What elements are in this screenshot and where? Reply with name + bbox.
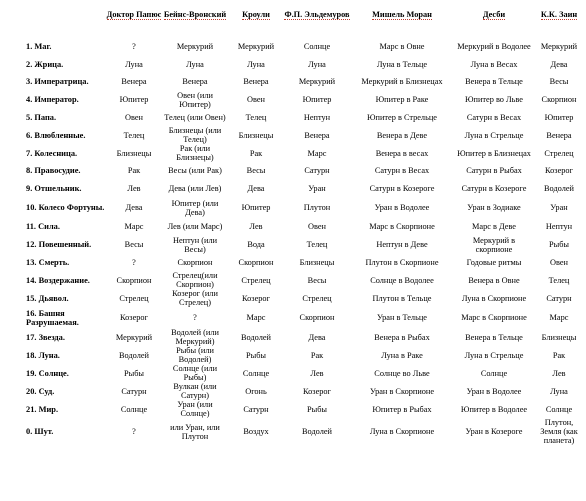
card-name-cell: 1. Маг. [26,42,52,52]
table-row [2,180,584,198]
table-cell: Солнце в Водолее [370,275,434,285]
table-cell: Уран [550,203,568,212]
table-cell: Телец [245,112,267,122]
table-cell: Скорпион [177,257,213,267]
table-cell: Венера в весах [375,148,429,158]
table-cell: Луна в Тельце [376,59,428,69]
table-cell: Лев (или Марс) [167,222,223,232]
table-cell: Марс [307,148,327,158]
table-cell: Луна [125,59,143,69]
card-name-cell: 4. Император. [26,95,79,104]
table-cell: Венера [304,130,330,140]
card-name-cell: 3. Императрица. [26,77,89,87]
card-name-cell: 18. Луна. [26,350,60,360]
table-cell: Весы [549,77,569,87]
table-cell: Марс [549,313,569,322]
table-cell: Марс в Овне [379,42,425,52]
table-cell: Козерог [545,166,573,176]
table-cell: Луна [186,59,204,69]
table-cell: Весы [246,166,266,176]
table-cell: Плутон, Земля (как планета) [540,418,578,445]
card-name-cell: 10. Колесо Фортуны. [26,203,105,212]
table-cell: Водолей [119,350,149,360]
table-cell: Близнецы [238,130,274,140]
header-blank [2,10,106,38]
table-cell: Сатурн [121,386,147,396]
card-name-cell: 9. Отшельник. [26,183,82,193]
table-row [2,289,584,307]
table-cell: Овен [247,95,265,104]
table-cell: Уран в Скорпионе [369,386,435,396]
table-cell: Солнце [120,404,148,414]
table-cell: Солнце [303,42,331,52]
table-cell: Дева [247,183,265,193]
table-cell: Сатурн [546,293,572,303]
table-cell: Марс [124,222,144,232]
table-cell: Марс в Деве [472,222,516,232]
table-cell: Юпитер [302,95,332,104]
table-cell: Луна в Скорпионе [369,427,435,436]
table-cell: Близнецы [299,257,335,267]
table-cell: Воздух [243,427,269,436]
table-cell: Рак [552,350,566,360]
table-cell: Меркурий [237,42,275,52]
table-cell: Сатурн в Весах [466,112,522,122]
table-cell: Юпитер (или Дева) [171,198,219,217]
card-name-cell: 14. Воздержание. [26,275,90,285]
table-cell: Лев [552,368,566,378]
table-cell: ? [132,42,136,52]
header-moran [350,10,454,38]
table-cell: Солнце [242,368,270,378]
table-cell: Телец [548,275,570,285]
card-name-cell: 16. Башня Разрушаемая. [26,308,79,327]
table-cell: Солнце во Льве [374,368,430,378]
table-cell: Овен [550,257,568,267]
table-cell: Марс в Скорпионе [461,313,527,322]
card-name-cell: 5. Папа. [26,112,57,122]
table-cell: Козерог [303,386,331,396]
table-cell: Овен [125,112,143,122]
table-cell: Меркурий [298,77,336,87]
table-cell: Нептун [545,222,573,232]
table-cell: Скорпион [116,275,152,285]
table-cell: Венера [243,77,269,87]
header-zain [534,10,584,38]
table-cell: Рак (или Близнецы) [176,144,214,162]
table-cell: Юпитер [119,95,149,104]
table-cell: Водолей [544,183,574,193]
table-cell: Стрелец [119,293,149,303]
card-name-cell: 6. Влюбленные. [26,130,86,140]
table-row [2,254,584,272]
table-cell: Козерог [120,313,148,322]
card-name-cell: 0. Шут. [26,427,54,436]
table-cell: Уран [308,183,326,193]
table-cell: ? [132,257,136,267]
table-cell: Близнецы [116,148,152,158]
table-cell: Уран в Козероге [465,427,523,436]
table-cell: Огонь [245,386,267,396]
table-cell: Телец [123,130,145,140]
table-cell: Водолей [302,427,332,436]
table-cell: Венера в Тельце [465,332,523,342]
header-eldemurov [284,10,350,38]
table-row [2,144,584,162]
table-cell: Солнце [545,404,573,414]
table-cell: Годовые ритмы [466,257,522,267]
table-cell: Рак [249,148,263,158]
table-cell: Дева [125,203,143,212]
table-cell: Венера [546,130,572,140]
table-cell: Рак [127,166,141,176]
table-cell: Рыбы (или Водолей) [176,346,214,364]
table-cell: Нептун [303,112,331,122]
table-row [2,73,584,91]
table-cell: Стрелец [241,275,271,285]
table-row [2,162,584,180]
table-cell: Весы [307,275,327,285]
table-cell: Меркурий [115,332,153,342]
table-cell: Луна в Стрельце [464,350,524,360]
table-cell: Сатурн в Весах [374,166,430,176]
header-papus [106,10,162,38]
table-cell: ? [193,313,197,322]
table-cell: Венера [182,77,208,87]
card-name-cell: 8. Правосудие. [26,166,81,176]
table-row [2,236,584,254]
table-cell: Лев [127,183,141,193]
table-row [2,56,584,74]
table-cell: Юпитер [544,112,574,122]
table-cell: Нептун в Деве [376,240,428,249]
table-cell: Сатурн в Козероге [369,183,435,193]
header-label: Доктор Папюс [106,10,162,19]
table-cell: Меркурий [540,42,578,52]
table-cell: Луна в Раке [381,350,423,360]
table-cell: Венера в Тельце [465,77,523,87]
table-cell: Луна в Скорпионе [461,293,527,303]
table-row [2,418,584,445]
table-cell: Телец [306,240,328,249]
table-cell: Меркурий в скорпионе [472,235,516,254]
table-row [2,328,584,346]
table-cell: Стрелец [544,148,574,158]
header-crowley [228,10,284,38]
table-cell: Скорпион [299,313,335,322]
table-cell: Скорпион [541,95,577,104]
header-label: Десби [482,10,506,19]
table-cell: Уран в Зодиаке [467,203,521,212]
card-name-cell: 17. Звезда. [26,332,65,342]
table-cell: Рыбы [246,350,266,360]
table-cell: Луна [550,386,568,396]
table-cell: Овен [308,222,326,232]
table-cell: Весы [124,240,144,249]
table-cell: Луна в Стрельце [464,130,524,140]
header-label: Бейнс-Вронский [163,10,227,19]
table-cell: Луна в Весах [470,59,518,69]
table-cell: Венера [121,77,147,87]
table-cell: Юпитер в Раке [375,95,429,104]
table-row [2,218,584,236]
card-name-cell: 12. Повешенный. [26,240,92,249]
table-cell: Нептун (или Весы) [172,235,218,254]
table-cell: Вода [247,240,265,249]
table-cell: Юпитер в Рыбах [372,404,432,414]
table-cell: Юпитер во Льве [465,95,523,104]
table-row [2,271,584,289]
table-cell: или Уран, или Плутон [170,422,220,441]
table-row [2,109,584,127]
table-cell: Луна [247,59,265,69]
table-cell: Уран в Водолее [466,386,522,396]
table-cell: Овен (или Юпитер) [177,90,213,109]
table-cell: Рыбы [124,368,144,378]
table-cell: ? [132,427,136,436]
table-cell: Марс [246,313,266,322]
card-name-cell: 2. Жрица. [26,59,64,69]
table-cell: Стрелец [302,293,332,303]
table-cell: Водолей (или Меркурий) [171,328,219,346]
table-cell: Меркурий в Водолее [457,42,531,52]
table-cell: Плутон [303,203,331,212]
table-row [2,382,584,400]
table-cell: Плутон в Тельце [372,293,432,303]
card-name-cell: 13. Смерть. [26,257,70,267]
table-row [2,197,584,218]
tarot-astrology-table [2,10,584,445]
card-name-cell: 20. Суд. [26,386,55,396]
table-cell: Марс в Скорпионе [369,222,435,232]
table-cell: Меркурий в Близнецах [361,77,443,87]
table-cell: Уран в Водолее [374,203,430,212]
header-baines [162,10,228,38]
table-cell: Рак [310,350,324,360]
table-cell: Скорпион [238,257,274,267]
table-cell: Плутон в Скорпионе [365,257,439,267]
table-row [2,38,584,56]
table-cell: Юпитер в Стрельце [367,112,437,122]
table-cell: Дева [308,332,326,342]
table-cell: Луна [308,59,326,69]
table-cell: Водолей [241,332,271,342]
table-row [2,346,584,364]
header-row [2,10,584,38]
table-cell: Рыбы [549,240,569,249]
table-cell: Козерог (или Стрелец) [172,289,218,307]
table-cell: Юпитер в Водолее [460,404,528,414]
header-label: К.К. Заин [540,10,578,19]
table-cell: Меркурий [176,42,214,52]
card-name-cell: 19. Солнце. [26,368,69,378]
table-row [2,126,584,144]
card-name-cell: 21. Мир. [26,404,59,414]
card-name-cell: 7. Колесница. [26,148,78,158]
table-cell: Сатурн в Рыбах [466,166,522,176]
header-label: Кроули [242,10,270,19]
table-cell: Венера в Деве [376,130,428,140]
table-cell: Близнецы (или Телец) [168,126,222,144]
table-cell: Солнце (или Рыбы) [172,364,218,382]
table-cell: Весы (или Рак) [168,166,222,176]
table-cell: Лев [310,368,324,378]
table-row [2,91,584,109]
table-cell: Дева (или Лев) [168,183,222,193]
header-desby [454,10,534,38]
table-cell: Дева [550,59,568,69]
table-cell: Юпитер [241,203,271,212]
table-cell: Козерог [242,293,270,303]
header-label: Мишель Моран [372,10,432,19]
table-row [2,307,584,328]
table-cell: Телец (или Овен) [164,112,226,122]
table-row [2,400,584,418]
table-cell: Уран в Тельце [377,313,427,322]
card-name-cell: 15. Дьявол. [26,293,69,303]
table-cell: Солнце [480,368,508,378]
table-cell: Сатурн [304,166,330,176]
table-cell: Близнецы [541,332,577,342]
header-label: Ф.П. Эльдемуров [284,10,350,19]
card-name-cell: 11. Сила. [26,222,60,232]
table-cell: Юпитер в Близнецах [457,148,531,158]
table-cell: Лев [249,222,263,232]
table-cell: Венера в Овне [468,275,520,285]
table-cell: Уран (или Солнце) [177,400,213,418]
table-cell: Стрелец(или Скорпион) [172,271,218,289]
table-cell: Вулкан (или Сатурн) [173,382,217,400]
table-cell: Сатурн [243,404,269,414]
table-cell: Сатурн в Козероге [461,183,527,193]
table-body [2,38,584,445]
table-row [2,364,584,382]
table-cell: Рыбы [307,404,327,414]
table-cell: Венера в Рыбах [374,332,430,342]
